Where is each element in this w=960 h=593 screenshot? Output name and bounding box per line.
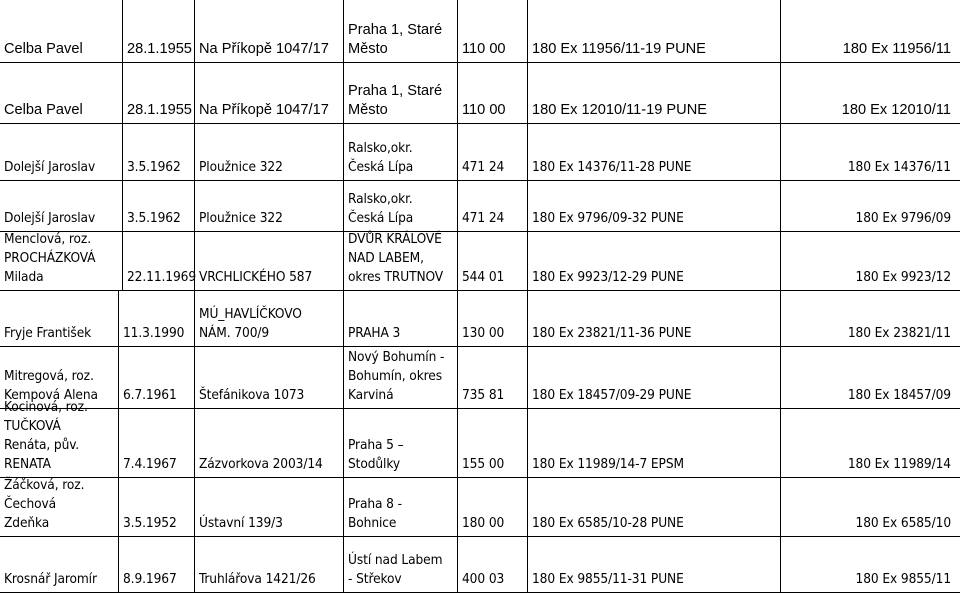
- birth-text: 7.4.1967: [123, 456, 177, 472]
- cell-name: [0, 291, 118, 346]
- cell-birth: [122, 124, 194, 180]
- cell-file: [780, 291, 960, 346]
- table-row: [0, 399, 960, 478]
- file-text: 180 Ex 11989/14: [847, 456, 951, 472]
- cell-case: [527, 537, 780, 592]
- cell-psc: [457, 537, 527, 592]
- cell-psc: [457, 232, 527, 290]
- cell-file: [780, 409, 960, 477]
- cell-birth: [122, 63, 194, 123]
- address-text: VRCHLICKÉHO 587: [199, 269, 313, 285]
- cell-address: [194, 124, 343, 180]
- case-text: 180 Ex 6585/10-28 PUNE: [532, 515, 684, 531]
- city-text: Ralsko,okr. Česká Lípa: [348, 191, 414, 226]
- cell-case: [527, 409, 780, 477]
- case-text: 180 Ex 18457/09-29 PUNE: [532, 387, 692, 403]
- case-text: 180 Ex 11989/14-7 EPSM: [532, 456, 684, 472]
- cell-psc: [457, 181, 527, 231]
- cell-name: [0, 0, 122, 62]
- birth-text: 3.5.1952: [123, 515, 177, 531]
- address-text: Ploužnice 322: [199, 210, 283, 226]
- cell-case: [527, 478, 780, 536]
- name-text: Krosnář Jaromír: [4, 571, 97, 587]
- name-text: Kocinová, roz. TUČKOVÁ Renáta, pův. RENATA: [4, 399, 88, 472]
- city-text: Ústí nad Labem - Střekov: [348, 552, 443, 587]
- case-text: 180 Ex 11956/11-19 PUNE: [532, 41, 706, 57]
- birth-text: 22.11.1969: [127, 269, 196, 285]
- psc-text: 110 00: [462, 41, 506, 57]
- psc-text: 735 81: [462, 387, 505, 403]
- cell-psc: [457, 124, 527, 180]
- birth-text: 28.1.1955: [127, 102, 192, 118]
- cell-city: [343, 291, 457, 346]
- psc-text: 471 24: [462, 210, 505, 226]
- psc-text: 110 00: [462, 102, 506, 118]
- cell-case: [527, 181, 780, 231]
- cell-address: [194, 0, 343, 62]
- case-text: 180 Ex 9796/09-32 PUNE: [532, 210, 684, 226]
- psc-text: 180 00: [462, 515, 505, 531]
- table-row: [0, 63, 960, 124]
- birth-text: 6.7.1961: [123, 387, 177, 403]
- city-text: Praha 5 – Stodůlky: [348, 437, 404, 472]
- file-text: 180 Ex 23821/11: [847, 325, 951, 341]
- address-text: Na Příkopě 1047/17: [199, 41, 329, 57]
- case-text: 180 Ex 23821/11-36 PUNE: [532, 325, 692, 341]
- cell-file: [780, 478, 960, 536]
- cell-birth: [122, 181, 194, 231]
- cell-name: [0, 399, 118, 477]
- name-text: Menclová, roz. PROCHÁZKOVÁ Milada: [4, 231, 96, 285]
- table-row: [0, 181, 960, 232]
- address-text: Štefánikova 1073: [199, 387, 305, 403]
- file-text: 180 Ex 14376/11: [847, 159, 951, 175]
- cell-city: [343, 124, 457, 180]
- cell-address: [194, 478, 343, 536]
- cell-address: [194, 232, 343, 290]
- name-text: Dolejší Jaroslav: [4, 210, 96, 226]
- address-text: Na Příkopě 1047/17: [199, 102, 329, 118]
- cell-city: [343, 0, 457, 62]
- cell-birth: [118, 537, 194, 592]
- file-text: 180 Ex 9855/11: [855, 571, 951, 587]
- table-row: [0, 0, 960, 63]
- psc-text: 130 00: [462, 325, 505, 341]
- file-text: 180 Ex 12010/11: [841, 102, 951, 118]
- cell-birth: [118, 347, 194, 408]
- cell-name: [0, 232, 122, 290]
- cell-city: [343, 409, 457, 477]
- cell-case: [527, 232, 780, 290]
- cell-name: [0, 478, 118, 536]
- cell-birth: [118, 409, 194, 477]
- cell-psc: [457, 409, 527, 477]
- case-text: 180 Ex 12010/11-19 PUNE: [532, 102, 707, 118]
- cell-psc: [457, 63, 527, 123]
- name-text: Dolejší Jaroslav: [4, 159, 96, 175]
- psc-text: 155 00: [462, 456, 505, 472]
- cell-name: [0, 537, 118, 592]
- birth-text: 3.5.1962: [127, 210, 181, 226]
- address-text: Truhlářova 1421/26: [199, 571, 316, 587]
- psc-text: 544 01: [462, 269, 505, 285]
- cell-case: [527, 124, 780, 180]
- birth-text: 28.1.1955: [127, 41, 192, 57]
- cell-birth: [118, 478, 194, 536]
- table-row: [0, 478, 960, 537]
- city-text: PRAHA 3: [348, 325, 401, 341]
- cell-address: [194, 291, 343, 346]
- table-row: [0, 291, 960, 347]
- cell-address: [194, 63, 343, 123]
- cell-psc: [457, 291, 527, 346]
- case-text: 180 Ex 9855/11-31 PUNE: [532, 571, 684, 587]
- cell-psc: [457, 347, 527, 408]
- birth-text: 11.3.1990: [123, 325, 185, 341]
- table-row: [0, 232, 960, 291]
- file-text: 180 Ex 9923/12: [855, 269, 951, 285]
- name-text: Celba Pavel: [4, 41, 83, 57]
- cell-address: [194, 537, 343, 592]
- cell-city: [343, 478, 457, 536]
- city-text: Praha 1, Staré Město: [348, 22, 443, 57]
- cell-psc: [457, 0, 527, 62]
- city-text: Ralsko,okr. Česká Lípa: [348, 140, 414, 175]
- cell-case: [527, 63, 780, 123]
- city-text: Praha 1, Staré Město: [348, 83, 443, 118]
- cell-file: [780, 124, 960, 180]
- table-row: [0, 347, 960, 409]
- case-text: 180 Ex 9923/12-29 PUNE: [532, 269, 684, 285]
- table-row: [0, 537, 960, 593]
- cell-file: [780, 63, 960, 123]
- address-text: Ústavní 139/3: [199, 515, 283, 531]
- file-text: 180 Ex 6585/10: [855, 515, 951, 531]
- cell-case: [527, 291, 780, 346]
- cell-case: [527, 0, 780, 62]
- city-text: Praha 8 - Bohnice: [348, 496, 402, 531]
- cell-file: [780, 232, 960, 290]
- birth-text: 3.5.1962: [127, 159, 181, 175]
- name-text: Celba Pavel: [4, 102, 83, 118]
- cell-birth: [118, 291, 194, 346]
- file-text: 180 Ex 18457/09: [847, 387, 951, 403]
- cell-file: [780, 537, 960, 592]
- cell-address: [194, 181, 343, 231]
- address-text: Zázvorkova 2003/14: [199, 456, 323, 472]
- address-text: MÚ_HAVLÍČKOVO NÁM. 700/9: [199, 306, 302, 341]
- cell-city: [343, 537, 457, 592]
- cell-psc: [457, 478, 527, 536]
- cell-city: [343, 63, 457, 123]
- cell-city: [343, 232, 457, 290]
- cell-address: [194, 409, 343, 477]
- file-text: 180 Ex 11956/11: [842, 41, 951, 57]
- psc-text: 471 24: [462, 159, 505, 175]
- name-text: Mitregová, roz. Kempová Alena: [4, 368, 98, 403]
- table-row: [0, 124, 960, 181]
- cell-city: [343, 181, 457, 231]
- city-text: DVŮR KRÁLOVÉ NAD LABEM, okres TRUTNOV: [348, 231, 444, 285]
- cell-birth: [122, 0, 194, 62]
- cell-birth: [122, 232, 194, 290]
- cell-address: [194, 347, 343, 408]
- file-text: 180 Ex 9796/09: [855, 210, 951, 226]
- cell-city: [343, 347, 457, 408]
- cell-name: [0, 63, 122, 123]
- cell-file: [780, 0, 960, 62]
- cell-case: [527, 347, 780, 408]
- birth-text: 8.9.1967: [123, 571, 177, 587]
- cell-name: [0, 181, 122, 231]
- city-text: Nový Bohumín - Bohumín, okres Karviná: [348, 349, 445, 403]
- case-text: 180 Ex 14376/11-28 PUNE: [532, 159, 692, 175]
- name-text: Žáčková, roz. Čechová Zdeňka: [4, 477, 85, 531]
- name-text: Fryje František: [4, 325, 92, 341]
- psc-text: 400 03: [462, 571, 505, 587]
- cell-name: [0, 124, 122, 180]
- cell-file: [780, 181, 960, 231]
- address-text: Ploužnice 322: [199, 159, 283, 175]
- cell-file: [780, 347, 960, 408]
